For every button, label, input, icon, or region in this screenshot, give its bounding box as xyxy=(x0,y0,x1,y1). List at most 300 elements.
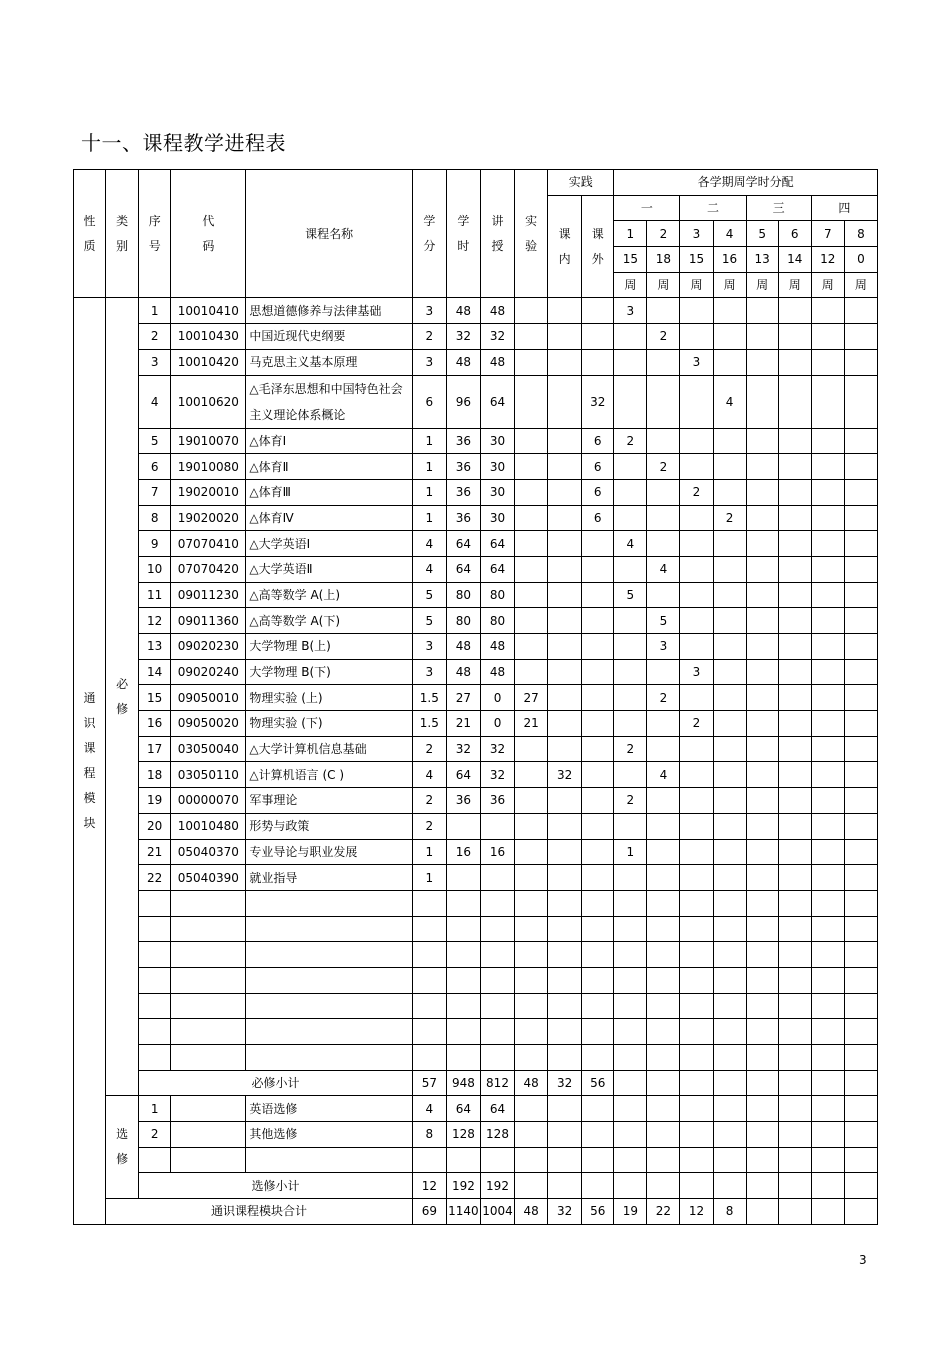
cell-semester-hours xyxy=(778,685,811,711)
empty-cell xyxy=(548,916,582,942)
empty-cell xyxy=(515,1173,548,1199)
cell-practice-in xyxy=(548,685,582,711)
header-category: 类 别 xyxy=(106,170,139,298)
total-pin: 32 xyxy=(548,1199,582,1225)
cell-semester-hours xyxy=(746,762,778,788)
header-semester: 2 xyxy=(647,221,680,247)
cell-semester-hours xyxy=(844,762,877,788)
cell-code: 09011230 xyxy=(171,582,246,608)
empty-cell xyxy=(844,1096,877,1122)
table-row xyxy=(74,582,878,608)
cell-seq: 11 xyxy=(139,582,171,608)
cell-practice-out xyxy=(582,865,614,891)
cell-credit: 3 xyxy=(412,659,446,685)
cell-practice-out: 6 xyxy=(582,505,614,531)
cell-course-name: 思想道德修养与法律基础 xyxy=(246,298,412,324)
cell-credit: 2 xyxy=(412,324,446,350)
cell-credit: 4 xyxy=(412,762,446,788)
cell-code: 05040370 xyxy=(171,839,246,865)
cell-practice-in xyxy=(548,711,582,737)
cell-code: 00000070 xyxy=(171,788,246,814)
cell-hours: 36 xyxy=(446,428,480,454)
cell-lecture: 30 xyxy=(480,454,514,480)
header-week-unit: 周 xyxy=(647,272,680,298)
empty-cell xyxy=(746,1122,778,1148)
cell-hours: 64 xyxy=(446,531,480,557)
header-weeks: 13 xyxy=(746,247,778,273)
table-row xyxy=(74,711,878,737)
cell-hours: 48 xyxy=(446,634,480,660)
cell-semester-hours xyxy=(844,479,877,505)
empty-cell xyxy=(614,942,647,968)
cell-code: 19010070 xyxy=(171,428,246,454)
empty-cell xyxy=(844,1173,877,1199)
cell-semester-hours: 3 xyxy=(680,659,713,685)
cell-semester-hours xyxy=(647,711,680,737)
empty-cell xyxy=(548,993,582,1019)
cell-semester-hours xyxy=(647,736,680,762)
total-pout: 56 xyxy=(582,1199,614,1225)
cell-seq: 2 xyxy=(139,324,171,350)
cell-practice-out xyxy=(582,349,614,375)
header-code: 代 码 xyxy=(171,170,246,298)
cell-course-name: 大学物理 B(下) xyxy=(246,659,412,685)
cell-course-name: △计算机语言 (C ) xyxy=(246,762,412,788)
cell-code xyxy=(171,1096,246,1122)
cell-semester-hours xyxy=(713,324,746,350)
empty-cell xyxy=(680,967,713,993)
cell-code: 10010420 xyxy=(171,349,246,375)
empty-cell xyxy=(515,1147,548,1173)
table-row xyxy=(74,298,878,324)
cell-semester-hours xyxy=(647,298,680,324)
page-number: 3 xyxy=(859,1253,867,1267)
cell-course-name: △高等数学 A(上) xyxy=(246,582,412,608)
cell-semester-hours xyxy=(647,479,680,505)
header-week-unit: 周 xyxy=(778,272,811,298)
table-row xyxy=(74,813,878,839)
cell-lecture: 48 xyxy=(480,349,514,375)
table-row xyxy=(74,1122,878,1148)
empty-cell xyxy=(515,1019,548,1045)
cell-credit: 5 xyxy=(412,608,446,634)
cell-semester-hours xyxy=(614,324,647,350)
empty-cell xyxy=(746,1173,778,1199)
cell-semester-hours xyxy=(811,479,844,505)
cell-semester-hours xyxy=(811,324,844,350)
empty-cell xyxy=(778,1147,811,1173)
cell-semester-hours xyxy=(680,865,713,891)
cell-semester-hours xyxy=(647,813,680,839)
cell-practice-out: 6 xyxy=(582,454,614,480)
header-week-unit: 周 xyxy=(746,272,778,298)
total-semester-hours: 12 xyxy=(680,1199,713,1225)
empty-cell xyxy=(647,1173,680,1199)
empty-cell xyxy=(614,1096,647,1122)
cell-semester-hours: 4 xyxy=(647,762,680,788)
cell-semester-hours xyxy=(844,813,877,839)
cell-semester-hours xyxy=(811,736,844,762)
cell-hours xyxy=(446,813,480,839)
cell-hours: 21 xyxy=(446,711,480,737)
cell-semester-hours xyxy=(811,839,844,865)
header-course-name: 课程名称 xyxy=(246,170,412,298)
cell-lecture: 64 xyxy=(480,531,514,557)
table-row xyxy=(74,659,878,685)
cell-semester-hours xyxy=(614,634,647,660)
cell-semester-hours xyxy=(811,813,844,839)
empty-cell xyxy=(614,1122,647,1148)
cell-experiment xyxy=(515,865,548,891)
cell-semester-hours xyxy=(778,608,811,634)
cell-seq: 14 xyxy=(139,659,171,685)
empty-cell xyxy=(614,1070,647,1096)
subtotal-lecture: 812 xyxy=(480,1070,514,1096)
cell-semester-hours xyxy=(746,865,778,891)
cell-hours: 48 xyxy=(446,349,480,375)
cell-semester-hours xyxy=(844,505,877,531)
header-practice-out: 课 外 xyxy=(582,195,614,298)
empty-cell xyxy=(811,1070,844,1096)
cell-semester-hours xyxy=(647,659,680,685)
cell-experiment xyxy=(515,428,548,454)
empty-cell xyxy=(139,993,171,1019)
empty-cell xyxy=(811,942,844,968)
header-week-unit: 周 xyxy=(811,272,844,298)
cell-semester-hours xyxy=(614,762,647,788)
empty-cell xyxy=(548,1147,582,1173)
cell-seq: 6 xyxy=(139,454,171,480)
empty-cell xyxy=(246,1045,412,1071)
cell-semester-hours xyxy=(844,711,877,737)
cell-semester-hours xyxy=(844,659,877,685)
total-semester-hours: 22 xyxy=(647,1199,680,1225)
cell-seq: 17 xyxy=(139,736,171,762)
cell-seq: 15 xyxy=(139,685,171,711)
empty-cell xyxy=(680,1147,713,1173)
cell-semester-hours xyxy=(778,505,811,531)
cell-practice-out: 6 xyxy=(582,428,614,454)
module-total-row xyxy=(74,1199,878,1225)
cell-semester-hours xyxy=(778,865,811,891)
empty-cell xyxy=(412,1045,446,1071)
total-semester-hours: 8 xyxy=(713,1199,746,1225)
cell-semester-hours xyxy=(680,298,713,324)
cell-credit: 2 xyxy=(412,736,446,762)
module-label-char: 识 xyxy=(83,716,96,731)
empty-cell xyxy=(746,1070,778,1096)
cell-semester-hours xyxy=(811,685,844,711)
header-hours: 学 时 xyxy=(446,170,480,298)
empty-cell xyxy=(680,993,713,1019)
empty-cell xyxy=(713,1147,746,1173)
empty-cell xyxy=(480,993,514,1019)
cell-semester-hours xyxy=(713,685,746,711)
empty-cell xyxy=(647,1147,680,1173)
empty-cell xyxy=(647,1045,680,1071)
table-body xyxy=(74,170,878,1225)
empty-cell xyxy=(746,1019,778,1045)
cell-semester-hours xyxy=(778,634,811,660)
cell-seq: 1 xyxy=(139,1096,171,1122)
empty-cell xyxy=(746,1147,778,1173)
table-row xyxy=(74,788,878,814)
empty-cell xyxy=(480,1019,514,1045)
cell-semester-hours xyxy=(811,556,844,582)
cell-semester-hours xyxy=(746,582,778,608)
empty-cell xyxy=(515,1096,548,1122)
cell-code: 07070420 xyxy=(171,556,246,582)
cell-code: 03050040 xyxy=(171,736,246,762)
table-row xyxy=(74,375,878,428)
empty-cell xyxy=(778,1019,811,1045)
required-subtotal-label: 必修小计 xyxy=(139,1070,413,1096)
empty-cell xyxy=(844,1147,877,1173)
cell-practice-in xyxy=(548,298,582,324)
cell-semester-hours xyxy=(844,608,877,634)
cell-credit: 4 xyxy=(412,556,446,582)
cell-experiment xyxy=(515,762,548,788)
cell-semester-hours xyxy=(647,349,680,375)
cell-semester-hours xyxy=(746,531,778,557)
cell-experiment xyxy=(515,505,548,531)
table-row xyxy=(74,556,878,582)
empty-cell xyxy=(446,1019,480,1045)
header-week-unit: 周 xyxy=(680,272,713,298)
cell-semester-hours xyxy=(680,454,713,480)
cell-semester-hours xyxy=(614,685,647,711)
module-label-char: 块 xyxy=(83,816,96,831)
cell-semester-hours xyxy=(746,375,778,428)
cell-semester-hours xyxy=(647,375,680,428)
cell-practice-in xyxy=(548,865,582,891)
empty-cell xyxy=(746,1045,778,1071)
cell-lecture: 128 xyxy=(480,1122,514,1148)
header-year-3: 三 xyxy=(746,195,811,221)
cell-semester-hours xyxy=(614,505,647,531)
empty-cell xyxy=(582,993,614,1019)
cell-seq: 13 xyxy=(139,634,171,660)
module-label xyxy=(74,298,106,1224)
cell-semester-hours xyxy=(614,454,647,480)
empty-cell xyxy=(713,1045,746,1071)
header-credit: 学 分 xyxy=(412,170,446,298)
cell-credit: 6 xyxy=(412,375,446,428)
cell-course-name: 马克思主义基本原理 xyxy=(246,349,412,375)
empty-cell xyxy=(548,1173,582,1199)
cell-semester-hours xyxy=(713,454,746,480)
cell-semester-hours xyxy=(680,531,713,557)
subtotal-credit: 57 xyxy=(412,1070,446,1096)
cell-semester-hours xyxy=(746,736,778,762)
cell-hours: 48 xyxy=(446,659,480,685)
empty-cell xyxy=(647,916,680,942)
elective-label-char: 修 xyxy=(116,1152,129,1167)
cell-experiment xyxy=(515,479,548,505)
cell-hours: 36 xyxy=(446,788,480,814)
cell-semester-hours xyxy=(844,298,877,324)
empty-cell xyxy=(446,1147,480,1173)
cell-semester-hours xyxy=(713,298,746,324)
cell-semester-hours xyxy=(778,736,811,762)
cell-practice-out xyxy=(582,608,614,634)
cell-semester-hours xyxy=(614,711,647,737)
table-row xyxy=(74,634,878,660)
cell-semester-hours xyxy=(647,839,680,865)
table-row xyxy=(74,479,878,505)
cell-semester-hours xyxy=(746,634,778,660)
cell-semester-hours xyxy=(713,813,746,839)
course-schedule-table xyxy=(73,169,878,1225)
empty-cell xyxy=(713,890,746,916)
table-row xyxy=(74,428,878,454)
empty-cell xyxy=(480,967,514,993)
subtotal-credit: 12 xyxy=(412,1173,446,1199)
cell-semester-hours xyxy=(844,839,877,865)
cell-lecture: 64 xyxy=(480,556,514,582)
empty-cell xyxy=(171,916,246,942)
cell-semester-hours xyxy=(844,736,877,762)
empty-cell xyxy=(246,890,412,916)
cell-semester-hours xyxy=(746,324,778,350)
cell-semester-hours xyxy=(811,659,844,685)
empty-cell xyxy=(844,967,877,993)
cell-semester-hours xyxy=(680,634,713,660)
subtotal-exp: 48 xyxy=(515,1070,548,1096)
cell-practice-out xyxy=(582,531,614,557)
empty-cell xyxy=(171,993,246,1019)
cell-course-name: △大学计算机信息基础 xyxy=(246,736,412,762)
empty-cell xyxy=(778,942,811,968)
header-experiment: 实 验 xyxy=(515,170,548,298)
header-semester: 8 xyxy=(844,221,877,247)
cell-course-name: △体育Ⅲ xyxy=(246,479,412,505)
cell-hours xyxy=(446,865,480,891)
cell-semester-hours xyxy=(811,608,844,634)
cell-semester-hours xyxy=(713,634,746,660)
empty-cell xyxy=(811,890,844,916)
cell-semester-hours: 5 xyxy=(614,582,647,608)
cell-practice-out xyxy=(582,634,614,660)
cell-practice-in xyxy=(548,375,582,428)
cell-experiment xyxy=(515,454,548,480)
cell-seq: 20 xyxy=(139,813,171,839)
empty-cell xyxy=(778,1096,811,1122)
empty-cell xyxy=(412,1147,446,1173)
cell-hours: 48 xyxy=(446,298,480,324)
cell-semester-hours xyxy=(680,375,713,428)
subtotal-pout: 56 xyxy=(582,1070,614,1096)
table-row xyxy=(74,865,878,891)
cell-seq: 9 xyxy=(139,531,171,557)
cell-code: 10010410 xyxy=(171,298,246,324)
empty-cell xyxy=(548,1096,582,1122)
cell-semester-hours: 2 xyxy=(713,505,746,531)
empty-cell xyxy=(582,1147,614,1173)
cell-semester-hours xyxy=(746,685,778,711)
empty-cell xyxy=(680,1070,713,1096)
cell-practice-in xyxy=(548,634,582,660)
cell-semester-hours xyxy=(811,375,844,428)
cell-code: 19010080 xyxy=(171,454,246,480)
empty-cell xyxy=(811,1096,844,1122)
empty-cell xyxy=(582,1122,614,1148)
cell-experiment: 27 xyxy=(515,685,548,711)
cell-semester-hours xyxy=(614,865,647,891)
header-lecture: 讲 授 xyxy=(480,170,514,298)
cell-semester-hours: 2 xyxy=(614,736,647,762)
cell-seq: 8 xyxy=(139,505,171,531)
cell-experiment xyxy=(515,634,548,660)
header-semester: 4 xyxy=(713,221,746,247)
cell-course-name: △大学英语Ⅰ xyxy=(246,531,412,557)
cell-semester-hours xyxy=(844,531,877,557)
empty-cell xyxy=(139,890,171,916)
empty-cell xyxy=(844,942,877,968)
total-credit: 69 xyxy=(412,1199,446,1225)
module-label-char: 通 xyxy=(83,691,96,706)
empty-cell xyxy=(446,993,480,1019)
cell-semester-hours xyxy=(680,685,713,711)
header-week-unit: 周 xyxy=(844,272,877,298)
cell-credit: 2 xyxy=(412,788,446,814)
cell-semester-hours xyxy=(746,479,778,505)
cell-course-name: △体育Ⅱ xyxy=(246,454,412,480)
module-label-char: 模 xyxy=(83,791,96,806)
empty-cell xyxy=(614,1019,647,1045)
header-week-unit: 周 xyxy=(614,272,647,298)
empty-cell xyxy=(446,890,480,916)
cell-experiment xyxy=(515,582,548,608)
cell-lecture: 64 xyxy=(480,375,514,428)
cell-practice-in xyxy=(548,788,582,814)
cell-semester-hours xyxy=(680,736,713,762)
cell-semester-hours xyxy=(811,428,844,454)
empty-cell xyxy=(171,1045,246,1071)
cell-practice-in: 32 xyxy=(548,762,582,788)
table-row xyxy=(74,324,878,350)
cell-hours: 36 xyxy=(446,454,480,480)
empty-row xyxy=(74,942,878,968)
cell-hours: 64 xyxy=(446,1096,480,1122)
cell-semester-hours xyxy=(614,608,647,634)
cell-practice-out xyxy=(582,839,614,865)
cell-semester-hours xyxy=(844,556,877,582)
empty-cell xyxy=(446,942,480,968)
cell-practice-in xyxy=(548,349,582,375)
empty-cell xyxy=(614,1173,647,1199)
cell-semester-hours xyxy=(844,634,877,660)
cell-semester-hours xyxy=(713,762,746,788)
total-semester-hours: 19 xyxy=(614,1199,647,1225)
empty-cell xyxy=(647,1019,680,1045)
cell-practice-in xyxy=(548,813,582,839)
table-row xyxy=(74,762,878,788)
cell-course-name: △毛泽东思想和中国特色社会主义理论体系概论 xyxy=(246,375,412,428)
header-weeks: 0 xyxy=(844,247,877,273)
empty-cell xyxy=(713,916,746,942)
cell-semester-hours xyxy=(713,711,746,737)
cell-semester-hours: 3 xyxy=(647,634,680,660)
empty-cell xyxy=(614,1147,647,1173)
empty-cell xyxy=(582,1173,614,1199)
cell-semester-hours xyxy=(647,788,680,814)
cell-semester-hours: 3 xyxy=(614,298,647,324)
empty-cell xyxy=(713,1070,746,1096)
cell-semester-hours xyxy=(844,582,877,608)
empty-row xyxy=(74,967,878,993)
cell-code: 07070410 xyxy=(171,531,246,557)
